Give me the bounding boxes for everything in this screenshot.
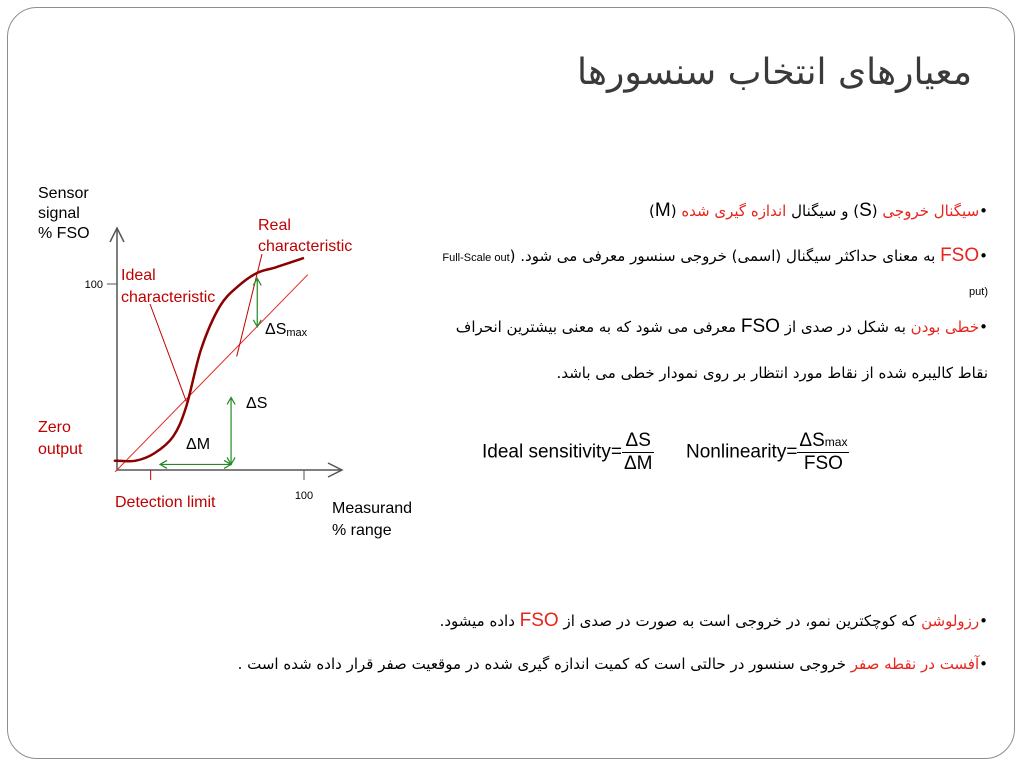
m-symbol: M: [654, 200, 671, 221]
ideal-sensitivity-label: Ideal sensitivity=: [482, 441, 622, 463]
fraction-numerator: ΔS: [622, 430, 655, 453]
delta-s-max-label: ΔSmax: [265, 321, 308, 339]
real-characteristic-label: characteristic: [258, 238, 353, 255]
fraction-numerator: [797, 430, 849, 453]
bullet-3: [456, 316, 988, 338]
fso-symbol: FSO: [740, 316, 780, 337]
text: ): [649, 202, 655, 220]
ideal-characteristic-label: Ideal: [121, 267, 156, 284]
text: به شکل در صدی از: [779, 318, 911, 336]
bullet-marker: •: [979, 202, 988, 220]
zero-output-label: Zero: [38, 419, 71, 436]
ideal-sensitivity-fraction: [622, 430, 655, 475]
fso-term: FSO: [519, 610, 559, 631]
y-tick-label: 100: [84, 279, 103, 291]
ideal-characteristic-label: characteristic: [121, 289, 216, 306]
delta-s-label: ΔS: [246, 395, 268, 412]
bullet-2-continuation: put): [969, 286, 988, 298]
slide-title: معیارهای انتخاب سنسورها: [577, 52, 972, 93]
bullet-1: [649, 200, 988, 222]
text: ) و سیگنال: [786, 202, 860, 220]
y-axis-label: % FSO: [38, 225, 90, 242]
bullet-4: [440, 610, 988, 632]
numerator-main: ΔS: [799, 430, 825, 451]
bullet-5: [238, 655, 988, 673]
real-characteristic-pointer: [237, 254, 262, 357]
x-tick-label: 100: [294, 490, 314, 502]
text: معرفی می شود که به معنی بیشترین انحراف: [455, 318, 741, 336]
delta-m-label: ΔM: [186, 436, 211, 453]
x-axis-label: Measurand: [332, 500, 413, 517]
bullet-marker: •: [979, 247, 988, 265]
linearity-term: خطی بودن: [910, 318, 980, 336]
y-axis-label: Sensor: [38, 185, 89, 202]
nonlinearity-formula: [686, 430, 849, 475]
nonlinearity-fraction: [797, 430, 849, 475]
fso-term: FSO: [940, 245, 980, 266]
ideal-sensitivity-formula: [482, 430, 654, 475]
bullet-marker: •: [979, 655, 988, 673]
numerator-subscript: max: [824, 435, 848, 449]
resolution-term: رزولوشن: [921, 612, 980, 630]
text: به معنای حداکثر سیگنال (اسمی) خروجی سنسور معرفی می شود. (: [509, 247, 941, 265]
real-characteristic-label: Real: [258, 217, 291, 234]
text: (: [871, 202, 883, 220]
bullet-2: [442, 245, 988, 267]
text: داده میشود.: [439, 612, 520, 630]
text: (: [670, 202, 682, 220]
full-scale-output: Full-Scale out: [442, 252, 510, 264]
y-axis-label: signal: [38, 205, 80, 222]
x-axis-label: % range: [332, 522, 392, 539]
bullet-marker: •: [979, 612, 988, 630]
sensor-characteristic-chart: [0, 170, 450, 550]
ideal-characteristic-pointer: [150, 304, 186, 401]
fraction-denominator: FSO: [803, 453, 843, 474]
text: خروجی سنسور در حالتی است که کمیت اندازه گیری شده در موقعیت صفر قرار داده شده است .: [237, 655, 851, 673]
output-signal-term: سیگنال خروجی: [882, 202, 980, 220]
detection-limit-label: Detection limit: [115, 494, 216, 511]
fraction-denominator: ΔM: [623, 453, 653, 474]
measured-signal-term: اندازه گیری شده: [681, 202, 787, 220]
nonlinearity-label: Nonlinearity=: [686, 441, 798, 463]
bullet-marker: •: [979, 318, 988, 336]
delta-s-max-subscript: max: [286, 327, 308, 339]
zero-offset-term: آفست در نقطه صفر: [850, 655, 980, 673]
bullet-3-line-2: نقاط کالیبره شده از نقاط مورد انتظار بر روی نمودار خطی می باشد.: [556, 364, 988, 382]
s-symbol: S: [859, 200, 872, 221]
text: که کوچکترین نمو، در خروجی است به صورت در صدی از: [558, 612, 922, 630]
zero-output-label: output: [38, 441, 83, 458]
